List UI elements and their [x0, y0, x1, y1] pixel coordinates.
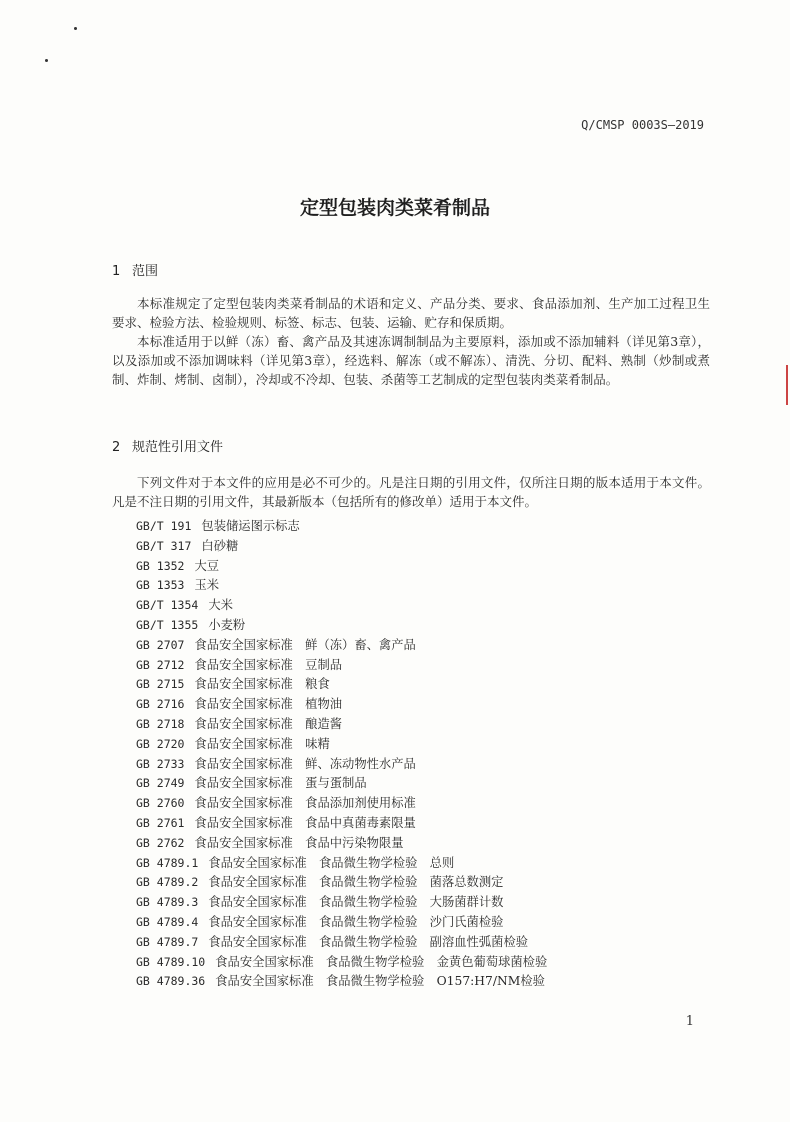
reference-code: GB 2718: [136, 716, 185, 731]
reference-title: 食品安全国家标准 食品微生物学检验 O157:H7/NM检验: [215, 974, 545, 989]
reference-title: 食品安全国家标准 味精: [194, 736, 330, 751]
reference-title: 食品安全国家标准 食品中真菌毒素限量: [194, 815, 416, 830]
reference-item: [136, 537, 547, 557]
reference-item: [136, 675, 547, 695]
reference-item: [136, 715, 547, 735]
reference-code: GB 1353: [136, 578, 185, 593]
reference-item: [136, 854, 547, 874]
reference-code: GB 2707: [136, 637, 185, 652]
reference-item: [136, 953, 547, 973]
reference-code: GB 4789.7: [136, 934, 199, 949]
section-number: 1: [112, 264, 121, 279]
reference-code: GB 4789.36: [136, 974, 206, 989]
reference-code: GB 2761: [136, 815, 185, 830]
scope-paragraph-1: 本标准规定了定型包装肉类菜肴制品的术语和定义、产品分类、要求、食品添加剂、生产加工过程卫生要求、检验方法、检验规则、标签、标志、包装、运输、贮存和保质期。: [112, 296, 710, 330]
reference-item: [136, 814, 547, 834]
reference-title: 食品安全国家标准 鲜、冻动物性水产品: [194, 756, 416, 771]
reference-item: [136, 735, 547, 755]
reference-title: 食品安全国家标准 食品微生物学检验 副溶血性弧菌检验: [208, 934, 529, 949]
reference-code: GB 4789.3: [136, 895, 199, 910]
reference-item: [136, 774, 547, 794]
reference-item: [136, 596, 547, 616]
reference-code: GB 2749: [136, 776, 185, 791]
page-number: 1: [685, 1014, 694, 1029]
document-code: Q/CMSP 0003S—2019: [581, 118, 704, 132]
reference-list: [136, 517, 547, 992]
reference-code: GB/T 1355: [136, 617, 199, 632]
reference-title: 食品安全国家标准 食品微生物学检验 沙门氏菌检验: [208, 914, 504, 929]
reference-item: [136, 933, 547, 953]
reference-code: GB 1352: [136, 558, 185, 573]
reference-item: [136, 913, 547, 933]
section-title: 规范性引用文件: [132, 440, 224, 455]
reference-code: GB/T 1354: [136, 598, 199, 613]
scope-paragraph-2: 本标准适用于以鲜（冻）畜、禽产品及其速冻调制制品为主要原料，添加或不添加辅料（详见第3章），以及添加或不添加调味料（详见第3章），经选料、解冻（或不解冻）、清洗、分切、配料、熟制（炒制或煮制、炸制、烤制、卤制），冷却或不冷却、包装、杀菌等工艺制成的定型包装肉类菜肴制品。: [112, 334, 710, 387]
reference-code: GB 2720: [136, 736, 185, 751]
reference-title: 食品安全国家标准 蛋与蛋制品: [194, 776, 367, 791]
reference-title: 食品安全国家标准 食品添加剂使用标准: [194, 796, 416, 811]
reference-title: 食品安全国家标准 食品微生物学检验 总则: [208, 855, 455, 870]
reference-title: 食品安全国家标准 食品微生物学检验 菌落总数测定: [208, 875, 504, 890]
reference-code: GB 2716: [136, 697, 185, 712]
section-number: 2: [112, 440, 121, 455]
reference-title: 白砂糖: [201, 538, 239, 553]
reference-item: [136, 616, 547, 636]
reference-title: 大米: [208, 598, 233, 613]
scan-speck: [74, 27, 77, 30]
reference-item: [136, 517, 547, 537]
reference-item: [136, 834, 547, 854]
reference-title: 食品安全国家标准 酿造酱: [194, 716, 343, 731]
reference-title: 食品安全国家标准 植物油: [194, 697, 343, 712]
scan-speck: [45, 59, 48, 62]
reference-item: [136, 873, 547, 893]
reference-title: 食品安全国家标准 食品中污染物限量: [194, 835, 404, 850]
reference-code: GB 2715: [136, 677, 185, 692]
scan-edge-mark: [786, 365, 788, 405]
reference-item: [136, 972, 547, 992]
reference-code: GB 2762: [136, 835, 185, 850]
reference-item: [136, 893, 547, 913]
reference-code: GB/T 191: [136, 519, 192, 533]
section-heading-scope: [112, 260, 158, 279]
section-heading-normative-references: [112, 436, 223, 455]
reference-code: GB 2760: [136, 796, 185, 811]
reference-title: 食品安全国家标准 粮食: [194, 677, 330, 692]
reference-title: 玉米: [194, 578, 220, 593]
reference-code: GB 2733: [136, 756, 185, 771]
reference-code: GB 4789.1: [136, 855, 199, 870]
reference-item: [136, 636, 547, 656]
reference-item: [136, 557, 547, 577]
reference-title: 食品安全国家标准 食品微生物学检验 大肠菌群计数: [208, 895, 504, 910]
reference-title: 食品安全国家标准 鲜（冻）畜、禽产品: [194, 637, 416, 652]
reference-item: [136, 656, 547, 676]
reference-item: [136, 576, 547, 596]
reference-title: 小麦粉: [208, 617, 246, 632]
section-title: 范围: [132, 264, 159, 279]
reference-code: GB 2712: [136, 657, 185, 672]
reference-title: 包装储运图示标志: [201, 519, 300, 533]
reference-title: 食品安全国家标准 食品微生物学检验 金黄色葡萄球菌检验: [215, 954, 548, 969]
reference-code: GB 4789.2: [136, 875, 199, 890]
reference-title: 大豆: [194, 558, 220, 573]
reference-item: [136, 695, 547, 715]
reference-code: GB 4789.4: [136, 914, 199, 929]
reference-item: [136, 794, 547, 814]
references-intro-paragraph: 下列文件对于本文件的应用是必不可少的。凡是注日期的引用文件，仅所注日期的版本适用于本文件。凡是不注日期的引用文件，其最新版本（包括所有的修改单）适用于本文件。: [112, 475, 710, 509]
reference-code: GB 4789.10: [136, 954, 206, 969]
document-title: 定型包装肉类菜肴制品: [299, 197, 490, 219]
reference-title: 食品安全国家标准 豆制品: [194, 657, 343, 672]
reference-item: [136, 755, 547, 775]
reference-code: GB/T 317: [136, 538, 192, 553]
